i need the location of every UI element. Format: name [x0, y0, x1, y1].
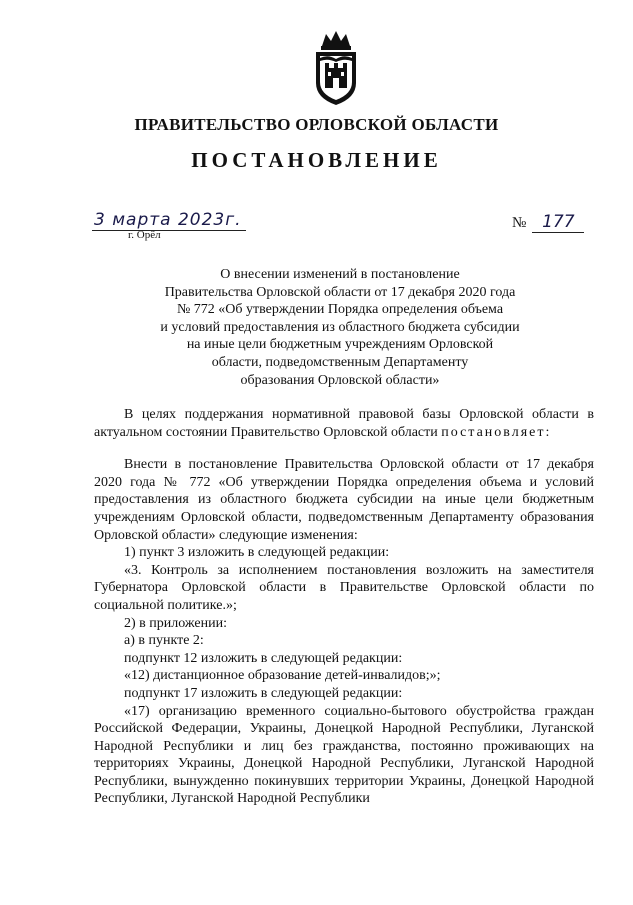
subpoint-12-intro: подпункт 12 изложить в следующей редакции: — [124, 650, 403, 666]
item-2a: а) в пункте 2: — [124, 633, 204, 649]
city-label: г. Орёл — [128, 229, 161, 241]
item-1-text: «3. Контроль за исполнением постановления возложить на заместителя Губернатора Орловской области в Правительстве Орловской области по социальной политике.»; — [94, 562, 594, 613]
coat-of-arms-icon — [306, 28, 366, 108]
organization-title: ПРАВИТЕЛЬСТВО ОРЛОВСКОЙ ОБЛАСТИ — [134, 115, 499, 134]
main-paragraph: Внести в постановление Правительства Орловской области от 17 декабря 2020 года № 772 «Об утверждении Порядка определения объема и условий предоставления из областного бюджета субсидии на иные цели бюджетным учреждениям Орловской области, подведомственным Департаменту образования Орловской области» следующие изменения: — [94, 457, 594, 543]
subject-line: Правительства Орловской области от 17 декабря 2020 года — [164, 284, 516, 300]
preamble-text: В целях поддержания нормативной правовой базы Орловской области в актуальном состоянии Правительство Орловской области — [94, 407, 594, 440]
subject-line: № 772 «Об утверждении Порядка определения объема — [176, 302, 504, 318]
preamble-decree-word: постановляет: — [441, 424, 552, 440]
subject-line: на иные цели бюджетным учреждениям Орловской — [186, 337, 494, 353]
preamble-paragraph — [94, 406, 594, 441]
subject-line: и условий предоставления из областного бюджета субсидии — [160, 319, 520, 335]
subpoint-12-text: «12) дистанционное образование детей-инвалидов;»; — [124, 668, 441, 684]
item-1: 1) пункт 3 изложить в следующей редакции: — [124, 545, 390, 561]
subject-line: области, подведомственным Департаменту — [211, 354, 469, 370]
subject-line: образования Орловской области» — [240, 372, 440, 388]
document-body — [94, 406, 594, 808]
document-number-field — [512, 212, 584, 233]
item-2: 2) в приложении: — [124, 615, 227, 631]
document-type-title: ПОСТАНОВЛЕНИЕ — [191, 148, 442, 172]
subpoint-17-text: «17) организацию временного социально-бытового обустройства граждан Российской Федерации, Украины, Донецкой Народной Республики, Луганской Народной Республики и лиц без гражданства, постоянно проживающих на территориях Украины, Донецкой Народной Республики, Луганской Народной Республики, вынужденно покинувших территории Украины, Донецкой Народной Республики, Луганской Народной Республики — [94, 703, 594, 807]
handwritten-date: 3 марта 2023г. — [92, 210, 246, 231]
document-subject — [140, 266, 540, 389]
handwritten-number: 177 — [532, 212, 584, 233]
subject-line: О внесении изменений в постановление — [220, 267, 460, 282]
subpoint-17-intro: подпункт 17 изложить в следующей редакции: — [124, 685, 403, 701]
date-field — [92, 210, 257, 231]
number-sign: № — [512, 215, 527, 231]
